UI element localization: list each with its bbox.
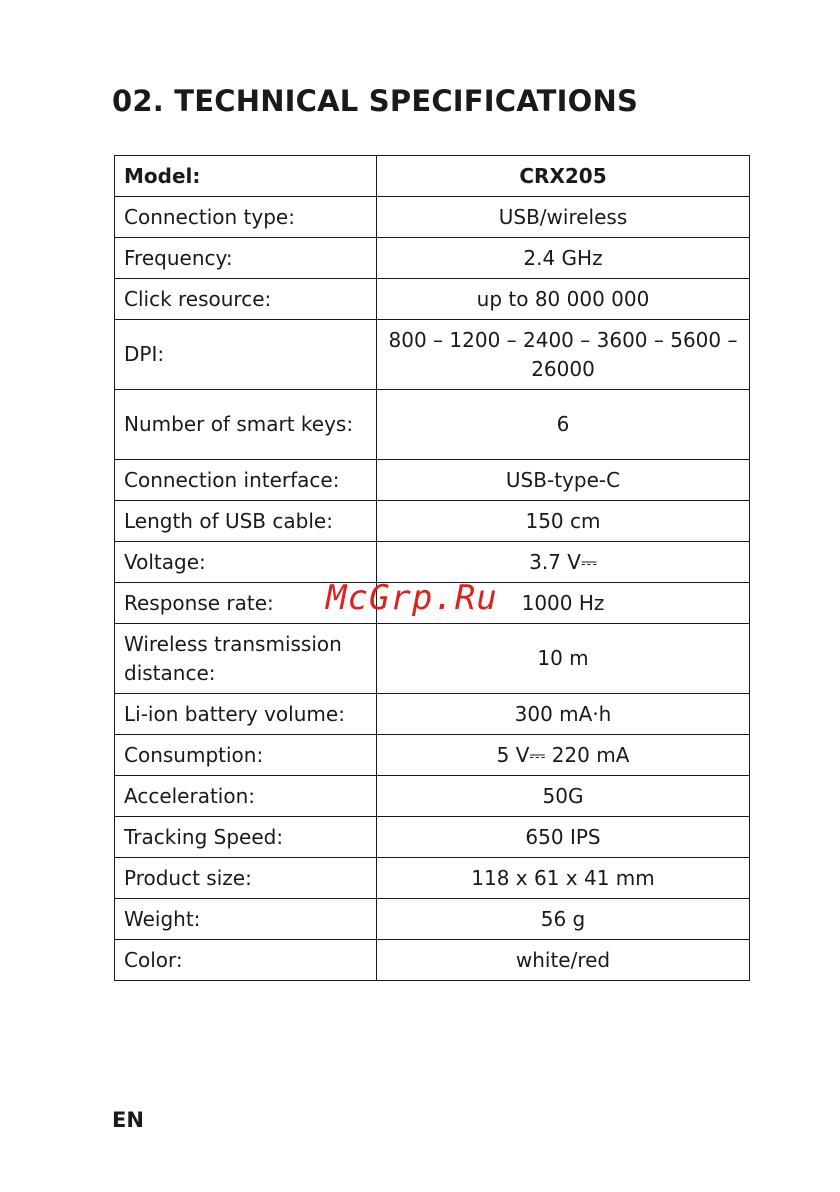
param-cell: Wireless transmission distance: (115, 624, 377, 694)
value-cell: 1000 Hz (377, 583, 750, 624)
table-row (115, 940, 750, 981)
value-cell: 3.7 V⎓ (377, 542, 750, 583)
value-cell: 800 – 1200 – 2400 – 3600 – 5600 – 26000 (377, 320, 750, 390)
value-cell: 5 V⎓ 220 mA (377, 735, 750, 776)
param-cell: Acceleration: (115, 776, 377, 817)
value-cell: 650 IPS (377, 817, 750, 858)
spec-table (114, 155, 750, 981)
param-cell: DPI: (115, 320, 377, 390)
table-row (115, 624, 750, 694)
table-row (115, 279, 750, 320)
value-cell: USB/wireless (377, 197, 750, 238)
param-cell: Click resource: (115, 279, 377, 320)
value-cell: white/red (377, 940, 750, 981)
param-cell: Connection interface: (115, 460, 377, 501)
page-title: 02. TECHNICAL SPECIFICATIONS (112, 84, 639, 118)
header-value-cell: CRX205 (377, 156, 750, 197)
param-cell: Product size: (115, 858, 377, 899)
table-row (115, 583, 750, 624)
value-cell: 50G (377, 776, 750, 817)
param-cell: Voltage: (115, 542, 377, 583)
param-cell: Length of USB cable: (115, 501, 377, 542)
param-cell: Frequency: (115, 238, 377, 279)
param-cell: Li-ion battery volume: (115, 694, 377, 735)
value-cell: 150 cm (377, 501, 750, 542)
param-cell: Response rate: (115, 583, 377, 624)
watermark-text: McGrp.Ru (326, 578, 498, 618)
table-row (115, 694, 750, 735)
value-cell: 2.4 GHz (377, 238, 750, 279)
value-cell: 300 mA·h (377, 694, 750, 735)
param-cell: Connection type: (115, 197, 377, 238)
header-param-cell: Model: (115, 156, 377, 197)
table-row (115, 197, 750, 238)
param-cell: Weight: (115, 899, 377, 940)
param-cell: Consumption: (115, 735, 377, 776)
table-row (115, 899, 750, 940)
table-row (115, 390, 750, 460)
table-row (115, 858, 750, 899)
param-cell: Tracking Speed: (115, 817, 377, 858)
language-label: EN (112, 1108, 144, 1132)
table-row (115, 238, 750, 279)
value-cell: 118 x 61 x 41 mm (377, 858, 750, 899)
param-cell: Color: (115, 940, 377, 981)
table-row (115, 817, 750, 858)
value-cell: up to 80 000 000 (377, 279, 750, 320)
value-cell: 56 g (377, 899, 750, 940)
table-row (115, 542, 750, 583)
value-cell: USB-type-C (377, 460, 750, 501)
table-row (115, 776, 750, 817)
value-cell: 10 m (377, 624, 750, 694)
table-row (115, 735, 750, 776)
table-row (115, 460, 750, 501)
table-row (115, 501, 750, 542)
table-header-row (115, 156, 750, 197)
table-row (115, 320, 750, 390)
value-cell: 6 (377, 390, 750, 460)
param-cell: Number of smart keys: (115, 390, 377, 460)
